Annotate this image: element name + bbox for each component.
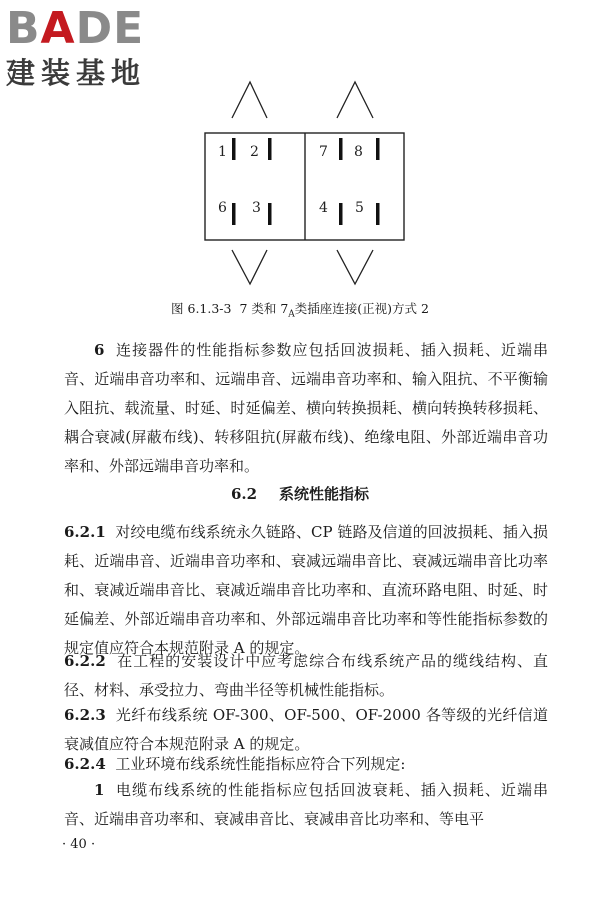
paragraph-item-1: 1 电缆布线系统的性能指标应包括回波衰耗、插入损耗、近端串音、近端串音功率和、衰减串音比、衰减串音比功率和、等电平 (64, 781, 548, 828)
arrow-up-left (232, 82, 267, 118)
logo-brand: BADE (6, 3, 145, 54)
page-number: · 40 · (62, 837, 96, 852)
clause-6-2-4: 6.2.4 工业环境布线系统性能指标应符合下列规定: (64, 755, 406, 773)
pin-label: 4 (319, 200, 328, 216)
logo (6, 3, 176, 90)
logo-subtitle: 建装基地 (6, 56, 147, 90)
paragraph-item-6: 6 连接器件的性能指标参数应包括回波损耗、插入损耗、近端串音、近端串音功率和、远端串音、远端串音功率和、输入阻抗、不平衡输入阻抗、载流量、时延、时延偏差、横向转换损耗、横向转换转移损耗、耦合衰减(屏蔽布线)、转移阻抗(屏蔽布线)、绝缘电阻、外部近端串音功率和、外部远端串音功率和。 (64, 341, 548, 475)
contact-bar (339, 138, 343, 160)
contact-bar (376, 138, 380, 160)
contact-bar (268, 138, 272, 160)
pin-label: 1 (218, 144, 227, 160)
pin-label: 7 (319, 144, 328, 160)
clause-6-2-3: 6.2.3 光纤布线系统 OF-300、OF-500、OF-2000 各等级的光纤信道衰减值应符合本规范附录 A 的规定。 (64, 706, 548, 753)
section-heading: 6.2 系统性能指标 (230, 485, 370, 503)
pin-label: 8 (354, 144, 363, 160)
clause-6-2-2: 6.2.2 在工程的安装设计中应考虑综合布线系统产品的缆线结构、直径、材料、承受拉力、弯曲半径等机械性能指标。 (64, 652, 548, 699)
arrow-down-right (337, 250, 373, 284)
contact-bar (232, 203, 236, 225)
figure-caption: 图 6.1.3-3 7 类和 $7_A$类插座连接(正视)方式 2 (171, 301, 429, 320)
pin-label: 2 (250, 144, 259, 160)
contact-bar (376, 203, 380, 225)
clause-6-2-1: 6.2.1 对绞电缆布线系统永久链路、CP 链路及信道的回波损耗、插入损耗、近端串音、近端串音功率和、衰减远端串音比、衰减远端串音比功率和、衰减近端串音比、衰减近端串音比功率和、直流环路电阻、时延、时延偏差、外部近端串音功率和、外部远端串音比功率和等性能指标参数的规定值应符合本规范附录 A 的规定。 (64, 523, 548, 657)
pin-label: 5 (355, 200, 364, 216)
pin-label: 3 (252, 200, 261, 216)
socket-diagram (195, 70, 415, 295)
pin-label: 6 (218, 200, 227, 216)
arrow-down-left (232, 250, 267, 284)
contact-bar (232, 138, 236, 160)
arrow-up-right (337, 82, 373, 118)
contact-bar (339, 203, 343, 225)
contact-bar (268, 203, 272, 225)
